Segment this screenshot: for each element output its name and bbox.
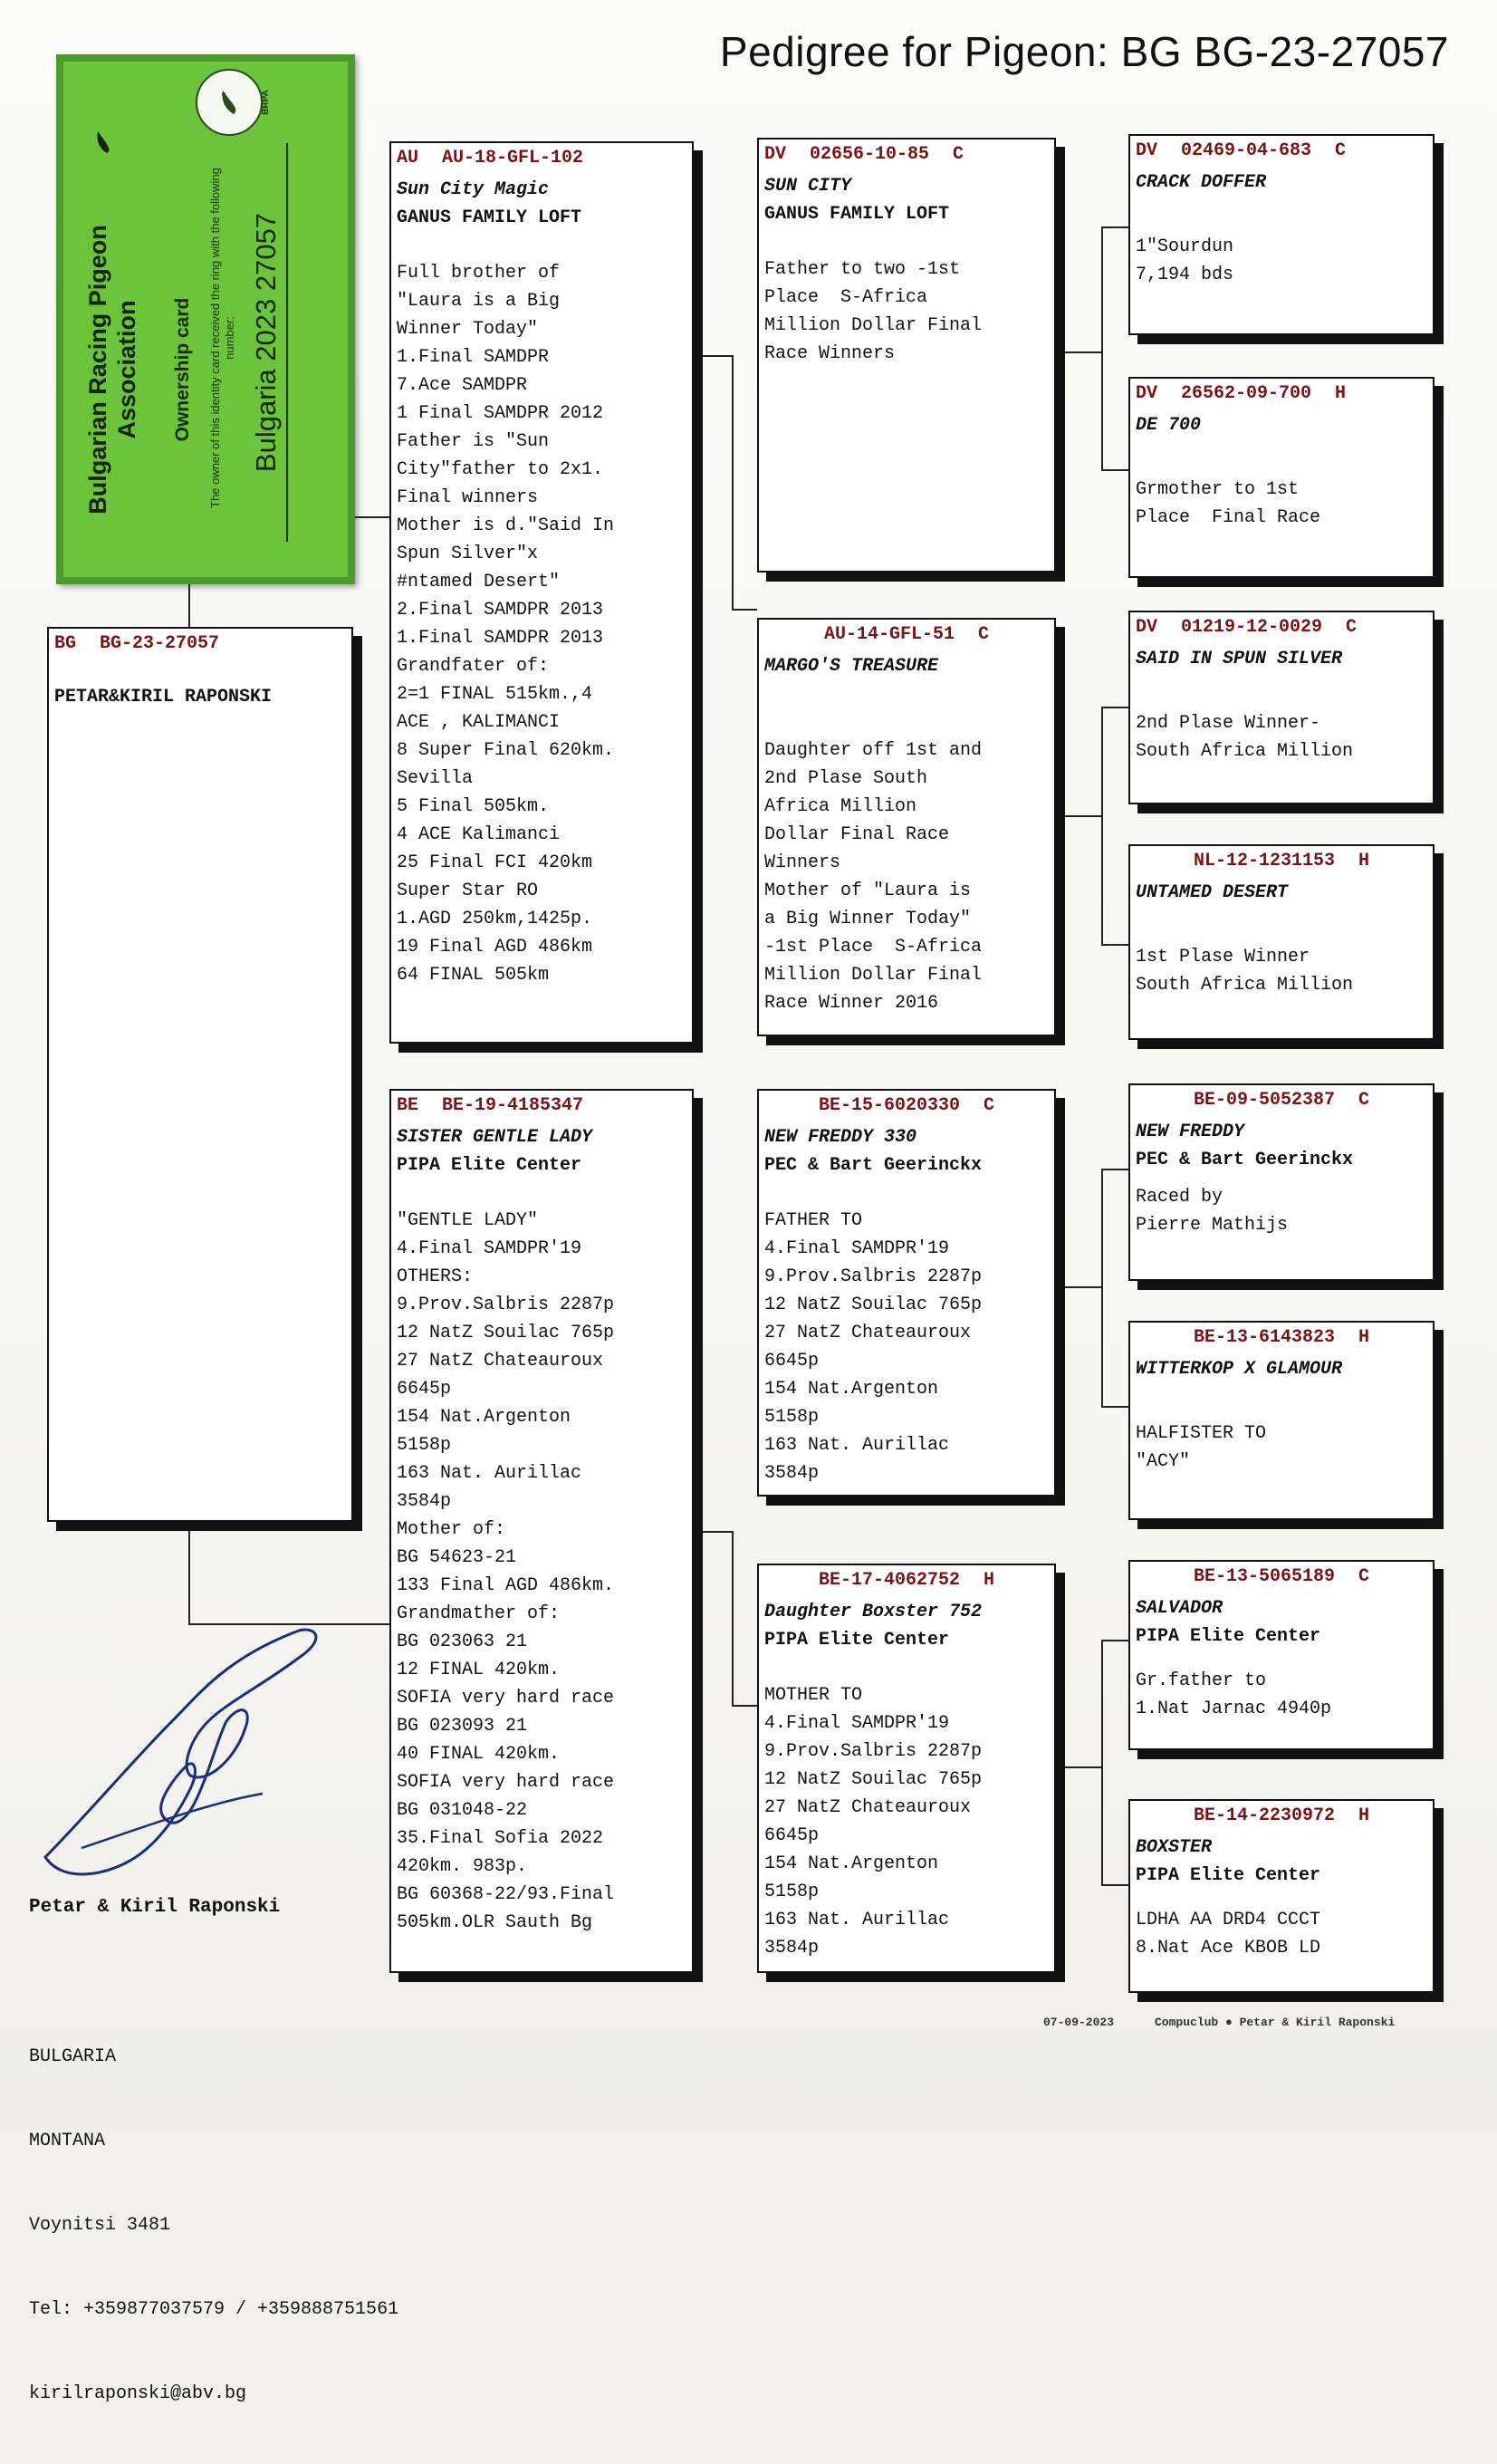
pigeon-name: SAID IN SPUN SILVER	[1136, 649, 1343, 669]
text-line: 7.Ace SAMDPR	[397, 375, 528, 396]
card-ring-number: Bulgaria 2023 27057	[250, 212, 282, 473]
text-line: 9.Prov.Salbris 2287p	[397, 1295, 615, 1315]
text-line: 1.Nat Jarnac 4940p	[1136, 1699, 1332, 1719]
ring-number: 02469-04-683	[1181, 140, 1312, 161]
sex-code: H	[1358, 1805, 1370, 1826]
text-line: Raced by	[1136, 1187, 1224, 1208]
pigeon-name: SUN CITY	[764, 176, 852, 197]
text-line: Mother is d."Said In	[397, 515, 615, 536]
connector-line	[1065, 1286, 1101, 1288]
text-line: Grandfater of:	[397, 656, 550, 677]
sex-code: C	[984, 1095, 995, 1116]
country-code: AU	[397, 148, 419, 168]
text-line: 19 Final AGD 486km	[397, 937, 593, 958]
text-line: 5158p	[764, 1882, 820, 1902]
text-line: 2=1 FINAL 515km.,4	[397, 684, 593, 705]
connector-line	[1101, 1640, 1128, 1641]
dds-box	[1128, 1560, 1435, 1750]
text-line: 6645p	[764, 1825, 820, 1846]
breeder-country: BULGARIA	[29, 2046, 117, 2067]
print-date: 07-09-2023	[1043, 2016, 1115, 2029]
connector-line	[1101, 469, 1128, 471]
achievements	[1136, 1667, 1427, 1723]
text-line: 4 ACE Kalimanci	[397, 824, 561, 845]
ring-number: BE-13-6143823	[1193, 1327, 1335, 1348]
text-line: 1 Final SAMDPR 2012	[397, 403, 604, 424]
ownership-card-content	[72, 80, 344, 569]
pigeon-emblem-icon	[91, 129, 118, 156]
ownership-card	[56, 54, 355, 584]
owner-name: GANUS FAMILY LOFT	[764, 204, 950, 225]
pigeon-name: SALVADOR	[1136, 1598, 1224, 1619]
dam-dam-box	[757, 1564, 1056, 1973]
achievements	[764, 255, 1049, 368]
text-line: 6645p	[764, 1351, 820, 1372]
connector-line	[732, 355, 734, 609]
dam-box	[389, 1089, 694, 1973]
text-line: Dollar Final Race	[764, 824, 950, 845]
pigeon-name: WITTERKOP X GLAMOUR	[1136, 1359, 1343, 1380]
achievements	[397, 259, 686, 989]
association-logo	[196, 69, 263, 136]
pigeon-name: UNTAMED DESERT	[1136, 882, 1289, 903]
connector-line	[1101, 226, 1103, 469]
sex-code: C	[1358, 1090, 1370, 1111]
dss-box	[1128, 1083, 1435, 1281]
text-line: 12 NatZ Souilac 765p	[764, 1295, 983, 1315]
sex-code: C	[978, 624, 990, 645]
text-line: Father to two -1st	[764, 259, 961, 280]
text-line: 9.Prov.Salbris 2287p	[764, 1741, 983, 1762]
achievements	[1136, 943, 1427, 999]
dam-sire-box	[757, 1089, 1056, 1497]
text-line: 154 Nat.Argenton	[764, 1379, 939, 1400]
connector-line	[1101, 1169, 1103, 1406]
sire-box	[389, 141, 694, 1044]
text-line: Gr.father to	[1136, 1670, 1267, 1691]
text-line: Daughter off 1st and	[764, 740, 983, 761]
connector-line	[696, 355, 732, 357]
connector-line	[188, 584, 190, 630]
pigeon-name: Daughter Boxster 752	[764, 1602, 983, 1622]
card-ownership-label: Ownership card	[172, 297, 193, 442]
sire-dam-box	[757, 618, 1056, 1036]
ssd-box	[1128, 377, 1435, 578]
connector-line	[1101, 944, 1128, 946]
text-line: Super Star RO	[397, 881, 539, 901]
pigeon-name: CRACK DOFFER	[1136, 172, 1267, 193]
text-line: 3584p	[764, 1938, 820, 1959]
connector-line	[1065, 1766, 1101, 1768]
sex-code: H	[1335, 383, 1347, 404]
pigeon-name: NEW FREDDY 330	[764, 1127, 917, 1148]
owner-name: PEC & Bart Geerinckx	[1136, 1150, 1354, 1170]
sss-box	[1128, 134, 1435, 335]
sex-code: H	[1358, 1327, 1370, 1348]
text-line: 8 Super Final 620km.	[397, 740, 615, 761]
achievements	[1136, 1906, 1427, 1962]
text-line: 9.Prov.Salbris 2287p	[764, 1266, 983, 1287]
text-line: OTHERS:	[397, 1266, 474, 1287]
text-line: 6645p	[397, 1379, 452, 1400]
text-line: 3584p	[764, 1463, 820, 1484]
text-line: "ACY"	[1136, 1451, 1191, 1472]
connector-line	[732, 609, 757, 611]
text-line: FATHER TO	[764, 1210, 863, 1231]
text-line: Mother of "Laura is	[764, 881, 972, 901]
owner-name: GANUS FAMILY LOFT	[397, 207, 582, 228]
text-line: 27 NatZ Chateauroux	[397, 1351, 604, 1372]
text-line: 4.Final SAMDPR'19	[764, 1713, 950, 1734]
country-code: DV	[764, 144, 787, 165]
text-line: 2.Final SAMDPR 2013	[397, 600, 604, 621]
text-line: City"father to 2x1.	[397, 459, 604, 480]
connector-line	[732, 1531, 734, 1705]
text-line: 64 FINAL 505km	[397, 965, 550, 986]
breeder-phone: Tel: +359877037579 / +359888751561	[29, 2299, 399, 2320]
breeder-region: MONTANA	[29, 2131, 106, 2151]
card-association: Bulgarian Racing Pigeon Association	[84, 225, 140, 515]
connector-line	[1101, 226, 1128, 228]
pigeon-name: Sun City Magic	[397, 179, 550, 200]
country-code: DV	[1136, 140, 1158, 161]
text-line: a Big Winner Today"	[764, 909, 972, 929]
achievements	[1136, 476, 1427, 532]
pigeon-logo-icon	[214, 87, 245, 118]
connector-line	[1101, 1884, 1128, 1886]
sex-code: C	[1346, 617, 1358, 638]
owner-name: PIPA Elite Center	[1136, 1626, 1321, 1647]
breeder-name: Petar & Kiril Raponski	[29, 1897, 281, 1918]
text-line: Race Winners	[764, 343, 896, 364]
breeder-city: Voynitsi 3481	[29, 2215, 171, 2236]
connector-line	[1101, 1169, 1128, 1170]
pigeon-name: DE 700	[1136, 415, 1202, 436]
text-line: Spun Silver"x	[397, 544, 539, 564]
text-line: 420km. 983p.	[397, 1856, 528, 1877]
ddd-box	[1128, 1799, 1435, 1993]
text-line: -1st Place S-Africa	[764, 937, 983, 958]
text-line: 5158p	[397, 1435, 452, 1456]
text-line: Race Winner 2016	[764, 993, 939, 1014]
text-line: Grandmather of:	[397, 1603, 561, 1624]
text-line: 1.AGD 250km,1425p.	[397, 909, 593, 929]
pigeon-name: NEW FREDDY	[1136, 1121, 1245, 1142]
text-line: Africa Million	[764, 796, 917, 817]
software-credit: Compuclub ● Petar & Kiril Raponski	[1155, 2016, 1396, 2029]
ring-number: 01219-12-0029	[1181, 617, 1323, 638]
pigeon-name: BOXSTER	[1136, 1837, 1213, 1858]
text-line: 40 FINAL 420km.	[397, 1744, 561, 1765]
text-line: HALFISTER TO	[1136, 1423, 1267, 1444]
text-line: BG 023093 21	[397, 1716, 528, 1737]
achievements	[1136, 1420, 1427, 1476]
ring-number: AU-18-GFL-102	[442, 148, 584, 168]
text-line: 2nd Plase South	[764, 768, 928, 789]
text-line: 25 Final FCI 420km	[397, 852, 593, 873]
text-line: BG 54623-21	[397, 1547, 517, 1568]
connector-line	[355, 516, 391, 518]
text-line: 1st Plase Winner	[1136, 947, 1310, 967]
text-line: Father is "Sun	[397, 431, 550, 452]
text-line: BG 031048-22	[397, 1800, 528, 1821]
subject-pigeon-box	[47, 627, 353, 1522]
card-underline	[286, 143, 288, 542]
text-line: 163 Nat. Aurillac	[764, 1435, 950, 1456]
breeder-contact	[29, 1837, 398, 2464]
owner-name: PEC & Bart Geerinckx	[764, 1155, 983, 1176]
achievements	[1136, 233, 1427, 289]
logo-caption: BRPA	[261, 90, 271, 115]
sex-code: C	[953, 144, 964, 165]
sds-box	[1128, 611, 1435, 804]
text-line: Final winners	[397, 487, 539, 508]
text-line: Winners	[764, 852, 841, 873]
text-line: 1.Final SAMDPR 2013	[397, 628, 604, 649]
country-code: DV	[1136, 617, 1158, 638]
owner-name: PETAR&KIRIL RAPONSKI	[54, 687, 273, 707]
text-line: 8.Nat Ace KBOB LD	[1136, 1938, 1321, 1959]
achievements	[764, 1681, 1049, 1962]
text-line: 12 NatZ Souilac 765p	[397, 1323, 615, 1343]
achievements	[1136, 709, 1427, 765]
text-line: "Laura is a Big	[397, 291, 561, 312]
text-line: Pierre Mathijs	[1136, 1215, 1289, 1236]
breeder-email: kirilraponski@abv.bg	[29, 2383, 247, 2404]
text-line: SOFIA very hard race	[397, 1688, 615, 1708]
text-line: Place Final Race	[1136, 507, 1321, 528]
text-line: BG 60368-22/93.Final	[397, 1884, 615, 1905]
text-line: Million Dollar Final	[764, 965, 983, 986]
text-line: BG 023063 21	[397, 1631, 528, 1652]
text-line: 133 Final AGD 486km.	[397, 1575, 615, 1596]
text-line: Sevilla	[397, 768, 474, 789]
owner-name: PIPA Elite Center	[397, 1155, 582, 1176]
pigeon-name: MARGO'S TREASURE	[764, 656, 939, 677]
text-line: 2nd Plase Winner-	[1136, 713, 1321, 734]
achievements	[397, 1207, 686, 1937]
text-line: 163 Nat. Aurillac	[764, 1910, 950, 1930]
ring-number: BE-13-5065189	[1193, 1566, 1335, 1587]
text-line: Place S-Africa	[764, 287, 928, 308]
achievements	[764, 1207, 1049, 1487]
text-line: Winner Today"	[397, 319, 539, 340]
sex-code: C	[1335, 140, 1347, 161]
text-line: MOTHER TO	[764, 1685, 863, 1706]
country-code: BE	[397, 1095, 419, 1116]
connector-line	[1065, 351, 1101, 353]
text-line: ACE , KALIMANCI	[397, 712, 561, 733]
text-line: South Africa Million	[1136, 741, 1354, 762]
sdd-box	[1128, 844, 1435, 1040]
page-title: Pedigree for Pigeon: BG BG-23-27057	[719, 28, 1449, 75]
text-line: SOFIA very hard race	[397, 1772, 615, 1793]
text-line: South Africa Million	[1136, 975, 1354, 996]
ring-number: BE-19-4185347	[442, 1095, 584, 1116]
ring-number: 26562-09-700	[1181, 383, 1312, 404]
text-line: 27 NatZ Chateauroux	[764, 1797, 972, 1818]
text-line: 12 NatZ Souilac 765p	[764, 1769, 983, 1790]
ring-number: BE-14-2230972	[1193, 1805, 1335, 1826]
connector-line	[1101, 707, 1103, 944]
text-line: 154 Nat.Argenton	[397, 1407, 571, 1428]
connector-line	[188, 1522, 190, 1623]
connector-line	[732, 1705, 757, 1707]
dsd-box	[1128, 1321, 1435, 1520]
text-line: 4.Final SAMDPR'19	[397, 1238, 582, 1259]
text-line: Full brother of	[397, 263, 561, 284]
text-line: 3584p	[397, 1491, 452, 1512]
connector-line	[696, 1531, 732, 1533]
text-line: 505km.OLR Sauth Bg	[397, 1912, 593, 1933]
text-line: LDHA AA DRD4 CCCT	[1136, 1910, 1321, 1930]
text-line: 163 Nat. Aurillac	[397, 1463, 582, 1484]
text-line: "GENTLE LADY"	[397, 1210, 539, 1231]
text-line: 5 Final 505km.	[397, 796, 550, 817]
ring-number: NL-12-1231153	[1193, 851, 1335, 871]
text-line: 35.Final Sofia 2022	[397, 1828, 604, 1849]
pigeon-name: SISTER GENTLE LADY	[397, 1127, 593, 1148]
achievements	[764, 736, 1049, 1017]
text-line: Grmother to 1st	[1136, 479, 1300, 500]
text-line: 1.Final SAMDPR	[397, 347, 550, 368]
ring-number: BG-23-27057	[100, 633, 220, 654]
connector-line	[1101, 1406, 1128, 1408]
country-code: BG	[54, 633, 77, 654]
ring-number: AU-14-GFL-51	[823, 624, 955, 645]
owner-name: PIPA Elite Center	[1136, 1865, 1321, 1886]
connector-line	[1101, 707, 1128, 708]
ring-number: BE-09-5052387	[1193, 1090, 1335, 1111]
text-line: 12 FINAL 420km.	[397, 1660, 561, 1680]
card-statement: The owner of this identity card received the ring with the following number:	[208, 168, 236, 508]
text-line: 7,194 bds	[1136, 265, 1234, 285]
ring-number: BE-17-4062752	[818, 1570, 960, 1591]
ring-number: BE-15-6020330	[818, 1095, 960, 1116]
text-line: 4.Final SAMDPR'19	[764, 1238, 950, 1259]
ring-number: 02656-10-85	[810, 144, 930, 165]
text-line: 5158p	[764, 1407, 820, 1428]
owner-name: PIPA Elite Center	[764, 1630, 950, 1651]
achievements	[1136, 1183, 1427, 1239]
country-code: DV	[1136, 383, 1158, 404]
connector-line	[1065, 815, 1101, 817]
sex-code: C	[1358, 1566, 1370, 1587]
sex-code: H	[984, 1570, 995, 1591]
text-line: Million Dollar Final	[764, 315, 983, 336]
text-line: 154 Nat.Argenton	[764, 1853, 939, 1874]
connector-line	[1101, 1640, 1103, 1884]
text-line: Mother of:	[397, 1519, 506, 1540]
text-line: 1"Sourdun	[1136, 236, 1234, 257]
text-line: #ntamed Desert"	[397, 572, 561, 592]
sire-sire-box	[757, 138, 1056, 573]
sex-code: H	[1358, 851, 1370, 871]
text-line: 27 NatZ Chateauroux	[764, 1323, 972, 1343]
